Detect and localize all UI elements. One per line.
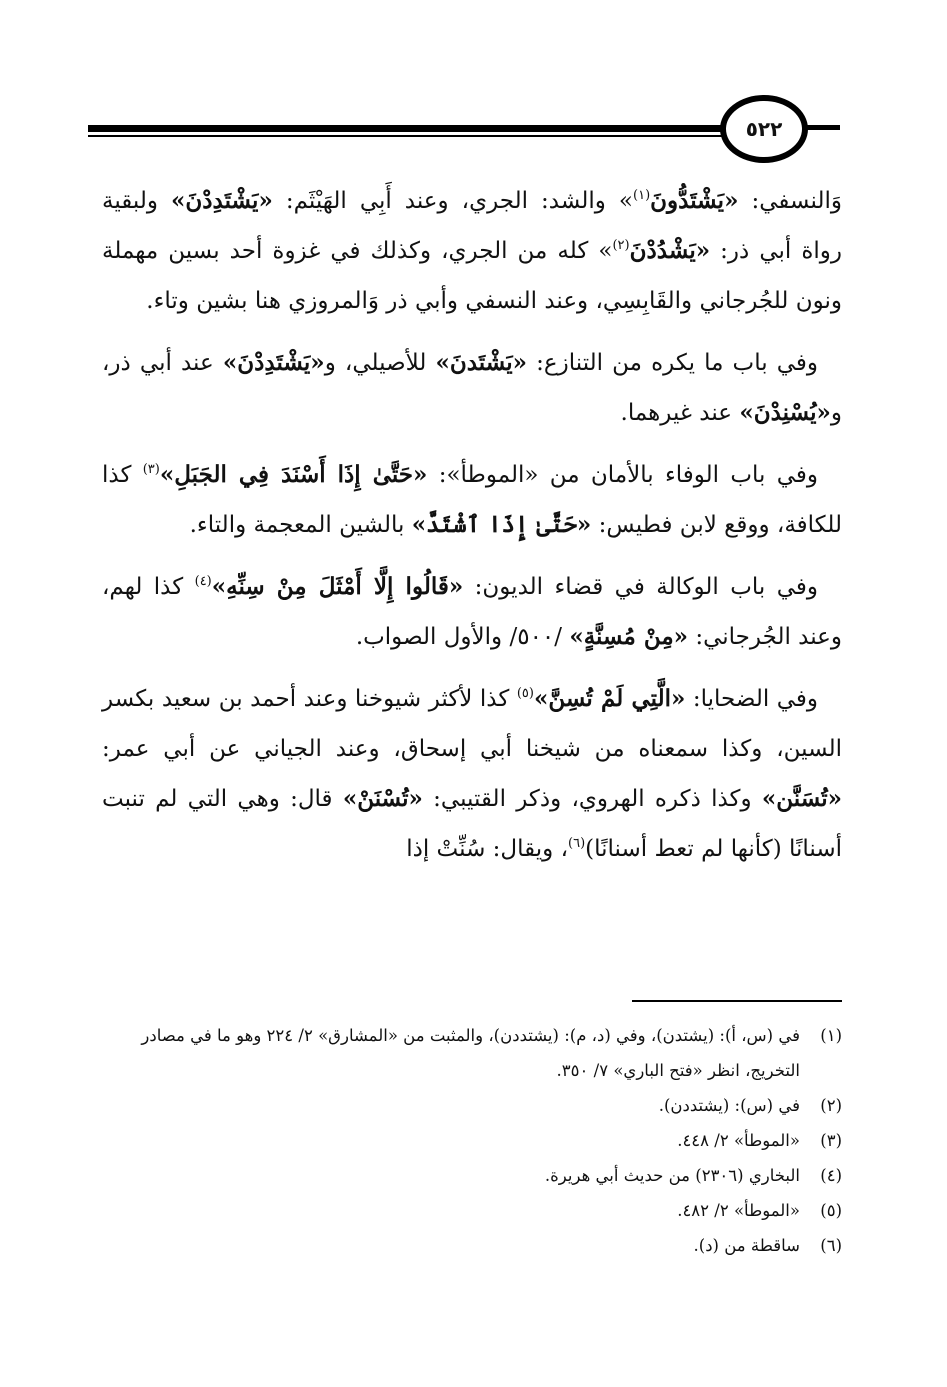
paragraph-1 xyxy=(102,176,842,326)
footnote-text: ساقطة من (د). xyxy=(693,1236,800,1255)
quoted-phrase: «مِنْ مُسِنَّةٍ» xyxy=(569,623,689,650)
footnote-number: (٤) xyxy=(820,1166,842,1185)
footnote-ref: (٢) xyxy=(612,238,630,253)
footnote-ref: (٤) xyxy=(194,574,212,589)
quoted-phrase: «حَتَّىٰ إِذَا ٱشْتَدَّ» xyxy=(411,511,592,538)
footnote-number: (١) xyxy=(820,1026,842,1045)
text-run: عند غيرهما. xyxy=(620,400,740,426)
text-run: ، ويقال: سُنِّتْ إذا xyxy=(406,836,569,862)
footnote-text: في (س): (يشتددن). xyxy=(658,1096,800,1115)
quoted-word: «يَشْتَدِدْنَ» xyxy=(171,187,273,214)
quoted-word: «يَشْدُدْنَ xyxy=(629,237,711,264)
paragraph-5 xyxy=(102,674,842,874)
text-run: ولبقية رواة أبي ذر: xyxy=(102,188,842,264)
footnote-ref: (٦) xyxy=(568,836,586,851)
quoted-word: «يُسْنِدْنَ» xyxy=(739,399,831,426)
footnotes xyxy=(102,1018,842,1263)
text-run: وفي الضحايا: xyxy=(685,686,818,712)
text-run: /٥٠٠/ والأول الصواب. xyxy=(355,624,570,650)
text-run: » والشد: الجري، وعند أَبِي الهَيْثَم: xyxy=(272,188,633,214)
text-run: كذا للكافة، ووقع لابن فطيس: xyxy=(102,462,842,538)
quoted-word: «يَشْتَدنَ» xyxy=(435,349,528,376)
quoted-word: «يَشْتَدُّونَ xyxy=(650,187,739,214)
footnote-item xyxy=(102,1158,842,1193)
text-run: قال: وهي التي لم تنبت أسنانًا (كأنها لم تعط أسنانًا) xyxy=(102,786,842,862)
main-text xyxy=(102,176,842,886)
text-run: » كله من الجري، وكذلك في غزوة أحد بسين مهملة ونون للجُرجاني والقَابِسِي، وعند النسفي وأبي ذر وَالمروزي هنا بشين وتاء. xyxy=(102,238,842,314)
paragraph-4 xyxy=(102,562,842,662)
footnote-number: (٣) xyxy=(820,1131,842,1150)
footnote-text: في (س، أ): (يشتدن)، وفي (د، م): (يشتددن)، والمثبت من «المشارق» ٢/ ٢٢٤ وهو ما في مصادر التخريج، انظر «فتح الباري» ٧/ ٣٥٠. xyxy=(141,1026,800,1080)
header-rule-thin xyxy=(88,135,728,137)
footnote-item xyxy=(102,1228,842,1263)
paragraph-2 xyxy=(102,338,842,438)
quoted-word: «يَشْتَدِدْنَ» xyxy=(222,349,325,376)
page-header xyxy=(88,95,840,165)
text-run: وكذا ذكره الهروي، وذكر القتيبي: xyxy=(422,786,762,812)
footnote-text: «الموطأ» ٢/ ٤٨٢. xyxy=(677,1201,800,1220)
footnote-item xyxy=(102,1088,842,1123)
footnote-ref: (٥) xyxy=(516,686,534,701)
footnote-number: (٥) xyxy=(820,1201,842,1220)
footnote-item xyxy=(102,1018,842,1088)
text-run: كذا لأكثر شيوخنا وعند أحمد بن سعيد بكسر السين، وكذا سمعناه من شيخنا أبي إسحاق، وعند الجياني عن أبي عمر: xyxy=(102,686,842,762)
quoted-word: «تُسَنَّن» xyxy=(761,785,842,812)
footnote-item xyxy=(102,1123,842,1158)
page-number-oval xyxy=(720,95,808,163)
text-run: وفي باب ما يكره من التنازع: xyxy=(527,350,819,376)
quoted-phrase: «حَتَّىٰ إِذَا أَسْنَدَ فِي الجَبَلِ» xyxy=(159,461,428,488)
footnote-item xyxy=(102,1193,842,1228)
footnote-number: (٦) xyxy=(820,1236,842,1255)
footnote-separator xyxy=(632,1000,842,1002)
text-run: وفي باب الوفاء بالأمان من «الموطأ»: xyxy=(427,462,818,488)
text-run: وَالنسفي: xyxy=(738,188,842,214)
text-run: للأصيلي، و xyxy=(324,350,436,376)
quoted-phrase: «الَّتِي لَمْ تُسِنَّ» xyxy=(533,685,686,712)
paragraph-3 xyxy=(102,450,842,550)
text-run: عند أبي ذر، و xyxy=(102,350,842,426)
footnote-ref: (٣) xyxy=(142,462,160,477)
page-number: ٥٢٢ xyxy=(745,117,783,141)
footnote-number: (٢) xyxy=(820,1096,842,1115)
header-rule-thick xyxy=(88,125,728,132)
footnote-text: البخاري (٢٣٠٦) من حديث أبي هريرة. xyxy=(544,1166,800,1185)
footnote-text: «الموطأ» ٢/ ٤٤٨. xyxy=(677,1131,800,1150)
text-run: كذا لهم، وعند الجُرجاني: xyxy=(102,574,842,650)
text-run: وفي باب الوكالة في قضاء الديون: xyxy=(463,574,818,600)
text-run: بالشين المعجمة والتاء. xyxy=(189,512,412,538)
quoted-phrase: «قَالُوا إِلَّا أَمْثَلَ مِنْ سِنِّهِ» xyxy=(211,573,464,600)
footnote-ref: (١) xyxy=(633,188,651,203)
quoted-word: «تُسْنَنْ» xyxy=(342,785,423,812)
